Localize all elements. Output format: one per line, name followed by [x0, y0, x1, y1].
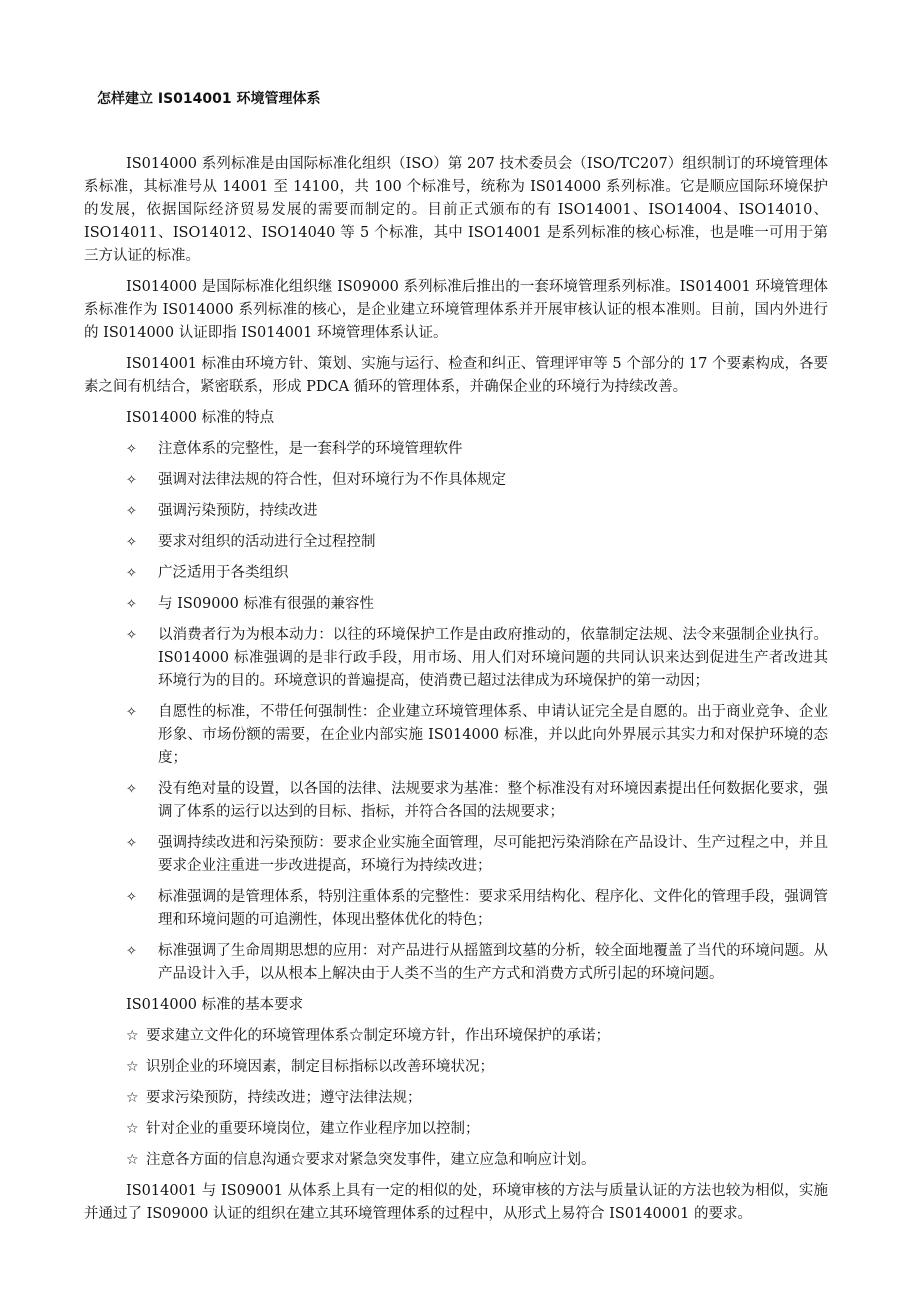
feature-text: 强调持续改进和污染预防：要求企业实施全面管理，尽可能把污染消除在产品设计、生产过程之中，并且要求企业注重进一步改进提高，环境行为持续改进； [158, 835, 828, 874]
features-heading: IS014000 标准的特点 [126, 410, 275, 426]
diamond-bullet-icon: ✧ [126, 705, 137, 720]
feature-item [126, 531, 828, 554]
document-page [84, 88, 828, 1234]
requirement-item [126, 1056, 828, 1079]
star-bullet-icon: ☆ [126, 1028, 139, 1044]
diamond-bullet-icon: ✧ [126, 782, 137, 797]
feature-item [126, 832, 828, 878]
requirement-text: 要求建立文件化的环境管理体系☆制定环境方针，作出环境保护的承诺； [146, 1028, 610, 1044]
feature-item [126, 500, 828, 523]
feature-text: 强调对法律法规的符合性，但对环境行为不作具体规定 [158, 472, 506, 488]
diamond-bullet-icon: ✧ [126, 504, 137, 519]
feature-item [126, 940, 828, 986]
star-bullet-icon: ☆ [126, 1090, 139, 1106]
feature-text: 以消费者行为为根本动力：以往的环境保护工作是由政府推动的，依靠制定法规、法令来强制企业执行。IS014000 标准强调的是非行政手段，用市场、用人们对环境问题的共同认识来达到促进生产者改进其环境行为的目的。环境意识的普遍提高，使消费已超过法律成为环境保护的第一动因； [158, 627, 828, 689]
feature-text: 与 IS09000 标准有很强的兼容性 [158, 596, 375, 612]
requirement-item [126, 1025, 828, 1048]
star-bullet-icon: ☆ [126, 1152, 139, 1168]
diamond-bullet-icon: ✧ [126, 442, 137, 457]
star-bullet-icon: ☆ [126, 1059, 139, 1075]
intro-paragraph-3: IS014001 标准由环境方针、策划、实施与运行、检查和纠正、管理评审等 5 个部分的 17 个要素构成，各要素之间有机结合，紧密联系，形成 PDCA 循环的管理体系，并确保企业的环境行为持续改善。 [84, 356, 828, 395]
feature-text: 强调污染预防，持续改进 [158, 503, 318, 519]
feature-item [126, 438, 828, 461]
diamond-bullet-icon: ✧ [126, 566, 137, 581]
requirements-list [84, 1025, 828, 1172]
requirement-item [126, 1118, 828, 1141]
diamond-bullet-icon: ✧ [126, 890, 137, 905]
diamond-bullet-icon: ✧ [126, 535, 137, 550]
document-title: 怎样建立 IS014001 环境管理体系 [97, 91, 321, 107]
intro-paragraph-1: IS014000 系列标准是由国际标准化组织（ISO）第 207 技术委员会（ISO/TC207）组织制订的环境管理体系标准，其标准号从 14001 至 14100，共 100 个标准号，统称为 IS014000 系列标准。它是顺应国际环境保护的发展，依据国际经济贸易发展的需要而制定的。目前正式颁布的有 ISO14001、ISO14004、ISO14010、ISO14011、ISO14012、ISO14040 等 5 个标准，其中 ISO14001 是系列标准的核心标准，也是唯一可用于第三方认证的标准。 [84, 156, 828, 264]
feature-text: 广泛适用于各类组织 [158, 565, 289, 581]
diamond-bullet-icon: ✧ [126, 836, 137, 851]
requirement-text: 针对企业的重要环境岗位，建立作业程序加以控制； [146, 1121, 480, 1137]
features-list [84, 438, 828, 986]
feature-text: 没有绝对量的设置，以各国的法律、法规要求为基准：整个标准没有对环境因素提出任何数据化要求，强调了体系的运行以达到的目标、指标，并符合各国的法规要求； [158, 781, 828, 820]
feature-text: 注意体系的完整性，是一套科学的环境管理软件 [158, 441, 463, 457]
closing-paragraph: IS014001 与 IS09001 从体系上具有一定的相似的处，环境审核的方法与质量认证的方法也较为相似，实施并通过了 IS09000 认证的组织在建立其环境管理体系的过程中，从形式上易符合 IS0140001 的要求。 [84, 1183, 828, 1222]
feature-item [126, 562, 828, 585]
feature-item [126, 886, 828, 932]
requirement-text: 要求污染预防，持续改进；遵守法律法规； [146, 1090, 422, 1106]
diamond-bullet-icon: ✧ [126, 597, 137, 612]
feature-item [126, 701, 828, 770]
feature-item [126, 469, 828, 492]
diamond-bullet-icon: ✧ [126, 473, 137, 488]
feature-item [126, 593, 828, 616]
feature-item [126, 778, 828, 824]
diamond-bullet-icon: ✧ [126, 628, 137, 643]
feature-text: 自愿性的标准，不带任何强制性：企业建立环境管理体系、申请认证完全是自愿的。出于商业竞争、企业形象、市场份额的需要，在企业内部实施 IS014000 标准，并以此向外界展示其实力和对保护环境的态度； [158, 704, 828, 766]
diamond-bullet-icon: ✧ [126, 944, 137, 959]
requirement-text: 注意各方面的信息沟通☆要求对紧急突发事件，建立应急和响应计划。 [146, 1152, 596, 1168]
requirement-text: 识别企业的环境因素，制定目标指标以改善环境状况； [146, 1059, 494, 1075]
requirement-item [126, 1149, 828, 1172]
feature-text: 标准强调了生命周期思想的应用：对产品进行从摇篮到坟墓的分析，较全面地覆盖了当代的环境问题。从产品设计入手，以从根本上解决由于人类不当的生产方式和消费方式所引起的环境问题。 [158, 943, 828, 982]
star-bullet-icon: ☆ [126, 1121, 139, 1137]
intro-paragraph-2: IS014000 是国际标准化组织继 IS09000 系列标准后推出的一套环境管理系列标准。IS014001 环境管理体系标准作为 IS014000 系列标准的核心，是企业建立环境管理体系并开展审核认证的根本准则。目前，国内外进行的 IS014000 认证即指 IS014001 环境管理体系认证。 [84, 279, 828, 341]
feature-text: 要求对组织的活动进行全过程控制 [158, 534, 376, 550]
feature-text: 标准强调的是管理体系，特别注重体系的完整性：要求采用结构化、程序化、文件化的管理手段，强调管理和环境问题的可追溯性，体现出整体优化的特色； [158, 889, 828, 928]
requirements-heading: IS014000 标准的基本要求 [126, 997, 304, 1013]
feature-item [126, 624, 828, 693]
requirement-item [126, 1087, 828, 1110]
